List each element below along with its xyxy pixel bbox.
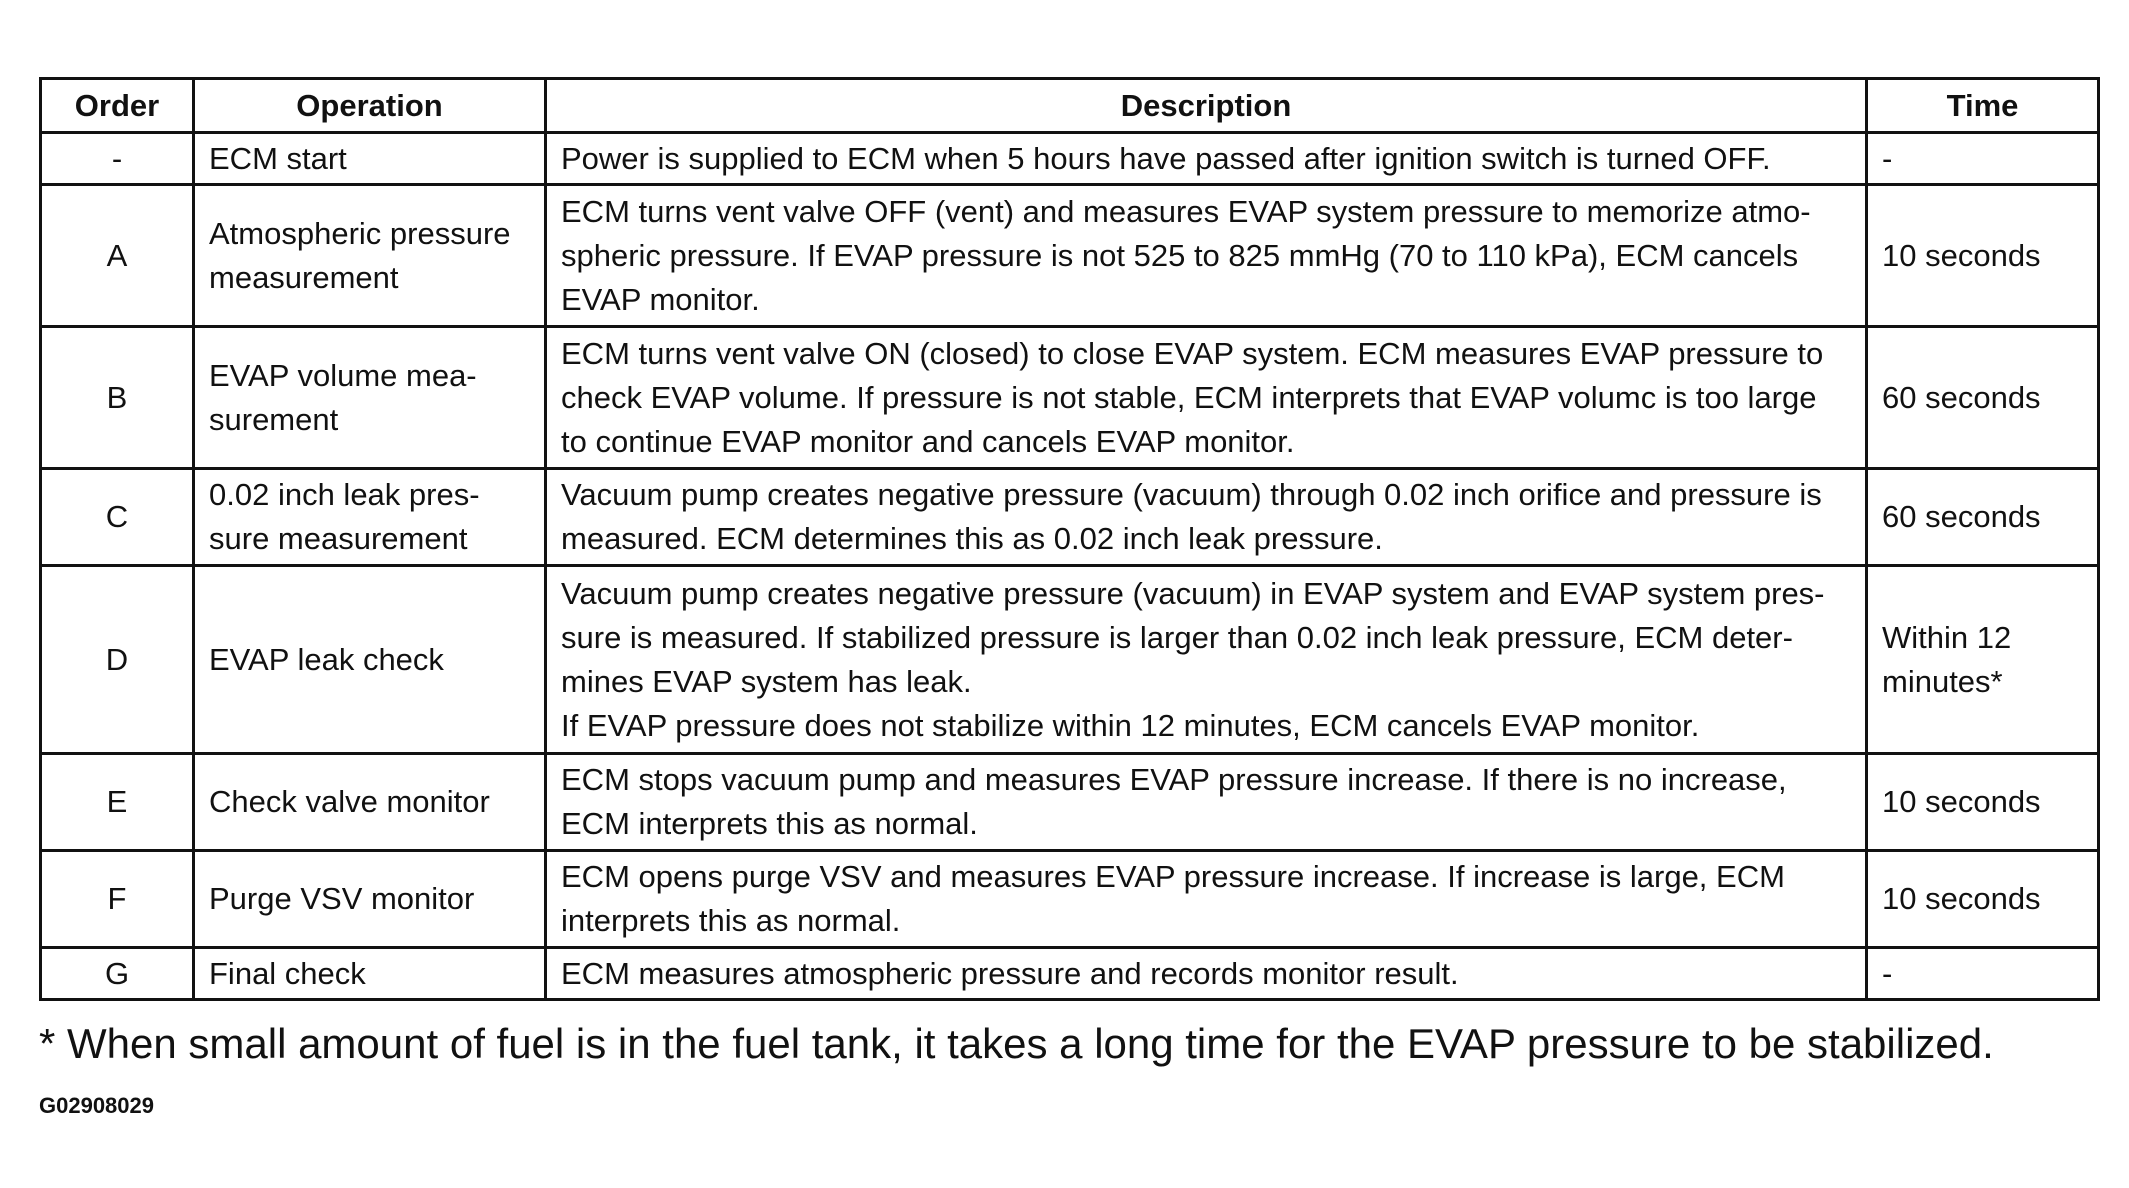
cell-description-line: spheric pressure. If EVAP pressure is not 525 to 825 mmHg (70 to 110 kPa), ECM cancels [561, 237, 1799, 273]
cell-time-line: - [1882, 140, 1893, 176]
cell-operation-line: ECM start [209, 140, 347, 176]
cell-operation [194, 566, 546, 754]
cell-time-line: - [1882, 955, 1893, 991]
cell-operation-line: Atmospheric pressure [209, 215, 511, 251]
cell-time [1867, 327, 2099, 469]
cell-order: A [41, 185, 194, 327]
table-row [41, 851, 2099, 948]
header-time: Time [1867, 79, 2099, 133]
cell-operation-line: Purge VSV monitor [209, 881, 475, 916]
cell-order: C [41, 469, 194, 566]
cell-time-line: 10 seconds [1882, 881, 2041, 916]
cell-time [1867, 851, 2099, 948]
cell-operation-line: sure measurement [209, 521, 468, 556]
table-row [41, 133, 2099, 185]
cell-description-line: If EVAP pressure does not stabilize within 12 minutes, ECM cancels EVAP monitor. [561, 707, 1700, 743]
cell-time-line: 60 seconds [1882, 499, 2041, 534]
cell-operation [194, 948, 546, 1000]
evap-monitor-table [39, 77, 2100, 1001]
cell-time-line: 60 seconds [1882, 379, 2041, 415]
cell-description [546, 133, 1867, 185]
cell-description [546, 469, 1867, 566]
cell-description-line: ECM measures atmospheric pressure and records monitor result. [561, 955, 1459, 991]
table-row [41, 469, 2099, 566]
table-row [41, 185, 2099, 327]
table-row [41, 327, 2099, 469]
cell-description [546, 327, 1867, 469]
cell-description-line: mines EVAP system has leak. [561, 663, 972, 699]
cell-description [546, 566, 1867, 754]
cell-operation [194, 851, 546, 948]
cell-description-line: ECM stops vacuum pump and measures EVAP pressure increase. If there is no increase, [561, 762, 1787, 797]
cell-description [546, 754, 1867, 851]
header-operation: Operation [194, 79, 546, 133]
cell-description-line: ECM turns vent valve ON (closed) to close EVAP system. ECM measures EVAP pressure to [561, 335, 1824, 371]
cell-order: G [41, 948, 194, 1000]
cell-description [546, 851, 1867, 948]
cell-time-line: 10 seconds [1882, 784, 2041, 819]
cell-operation-line: EVAP leak check [209, 641, 444, 677]
cell-description-line: to continue EVAP monitor and cancels EVAP monitor. [561, 423, 1295, 459]
cell-description [546, 185, 1867, 327]
cell-operation-line: Final check [209, 955, 366, 991]
cell-operation [194, 185, 546, 327]
cell-operation-line: 0.02 inch leak pres- [209, 477, 480, 512]
table-row [41, 948, 2099, 1000]
cell-description-line: check EVAP volume. If pressure is not stable, ECM interprets that EVAP volumc is too large [561, 379, 1817, 415]
cell-time [1867, 948, 2099, 1000]
cell-time-line: minutes* [1882, 663, 2003, 699]
cell-time-line: 10 seconds [1882, 237, 2041, 273]
footnote: * When small amount of fuel is in the fuel tank, it takes a long time for the EVAP pressure to be stabilized. [39, 1020, 1994, 1067]
cell-operation-line: Check valve monitor [209, 784, 490, 819]
cell-time [1867, 566, 2099, 754]
table-row [41, 566, 2099, 754]
cell-description-line: ECM opens purge VSV and measures EVAP pressure increase. If increase is large, ECM [561, 859, 1785, 894]
header-order: Order [41, 79, 194, 133]
cell-operation [194, 133, 546, 185]
cell-operation-line: measurement [209, 259, 399, 295]
table-row [41, 754, 2099, 851]
cell-order: B [41, 327, 194, 469]
cell-description-line: measured. ECM determines this as 0.02 inch leak pressure. [561, 521, 1383, 556]
cell-description-line: EVAP monitor. [561, 281, 760, 317]
cell-description [546, 948, 1867, 1000]
cell-description-line: Vacuum pump creates negative pressure (vacuum) through 0.02 inch orifice and pressure is [561, 477, 1822, 512]
document [39, 77, 2097, 1001]
table-header [41, 79, 2099, 133]
figure-id: G02908029 [39, 1093, 154, 1118]
cell-operation [194, 469, 546, 566]
cell-description-line: interprets this as normal. [561, 903, 901, 938]
cell-operation [194, 754, 546, 851]
header-description: Description [546, 79, 1867, 133]
cell-order: - [41, 133, 194, 185]
cell-operation-line: EVAP volume mea- [209, 357, 477, 393]
cell-operation [194, 327, 546, 469]
cell-description-line: sure is measured. If stabilized pressure is larger than 0.02 inch leak pressure, ECM deter- [561, 619, 1793, 655]
cell-time [1867, 754, 2099, 851]
cell-operation-line: surement [209, 401, 339, 437]
cell-description-line: Power is supplied to ECM when 5 hours have passed after ignition switch is turned OFF. [561, 140, 1771, 176]
cell-description-line: Vacuum pump creates negative pressure (vacuum) in EVAP system and EVAP system pres- [561, 575, 1825, 611]
cell-description-line: ECM interprets this as normal. [561, 806, 978, 841]
cell-order: E [41, 754, 194, 851]
header-row [41, 79, 2099, 133]
cell-description-line: ECM turns vent valve OFF (vent) and measures EVAP system pressure to memorize atmo- [561, 193, 1811, 229]
table-body [41, 133, 2099, 1000]
cell-order: F [41, 851, 194, 948]
cell-time [1867, 133, 2099, 185]
cell-time-line: Within 12 [1882, 619, 2012, 655]
cell-order: D [41, 566, 194, 754]
cell-time [1867, 469, 2099, 566]
cell-time [1867, 185, 2099, 327]
